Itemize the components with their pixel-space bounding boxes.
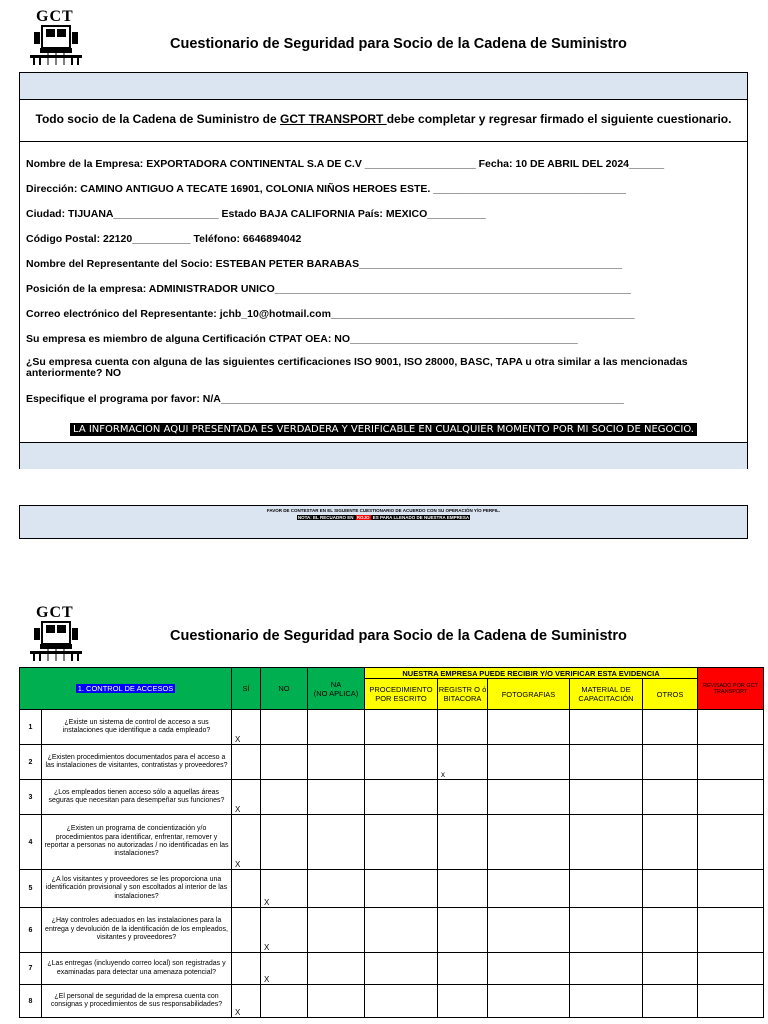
evidence-registro[interactable]: x — [438, 745, 488, 780]
evidence-fotografias[interactable] — [488, 815, 570, 870]
answer-na[interactable] — [308, 815, 365, 870]
form-top-band — [20, 73, 747, 99]
table-row: 6 ¿Hay controles adecuados en las instalaciones para la entrega y devolución de la identificación de los empleados, visitantes y proveedores? X — [20, 908, 764, 953]
revisado-cell — [698, 908, 764, 953]
gct-logo — [26, 8, 86, 66]
question-text: ¿Hay controles adecuados en las instalaciones para la entrega y devolución de la identificación de los empleados, visitantes y proveedores? — [42, 908, 232, 953]
answer-na[interactable] — [308, 953, 365, 985]
evidence-procedimiento[interactable] — [365, 908, 438, 953]
evidence-procedimiento[interactable] — [365, 870, 438, 908]
page-title: Cuestionario de Seguridad para Socio de la Cadena de Suministro — [170, 628, 627, 644]
form-bottom-band — [20, 443, 747, 469]
answer-si[interactable]: X — [232, 710, 261, 745]
field-iso-line1: ¿Su empresa cuenta con alguna de las siguientes certificaciones ISO 9001, ISO 28000, BASC, TAPA u otra similar a las mencionadas — [26, 356, 688, 368]
field-ciudad: Ciudad: TIJUANA__________________ Estado BAJA CALIFORNIA País: MEXICO__________ — [26, 208, 486, 220]
question-text: ¿Existen procedimientos documentados para el acceso a las instalaciones de visitantes, contratistas y proveedores? — [42, 745, 232, 780]
evidence-registro[interactable] — [438, 710, 488, 745]
note-line1: FAVOR DE CONTESTAR EN EL SIGUIENTE CUESTIONARIO DE ACUERDO CON SU OPERACIÓN Y/O PERFIL. — [266, 508, 501, 513]
table-row: 7 ¿Las entregas (incluyendo correo local) son registradas y examinadas para detectar una amenaza potencial? X — [20, 953, 764, 985]
field-posicion: Posición de la empresa: ADMINISTRADOR UNICO_____________________________________________________________ — [26, 283, 631, 295]
evidence-fotografias[interactable] — [488, 953, 570, 985]
evidence-registro[interactable] — [438, 870, 488, 908]
evidence-fotografias[interactable] — [488, 908, 570, 953]
question-text: ¿Los empleados tienen acceso sólo a aquellas áreas seguras que necesitan para desempeñar sus funciones? — [42, 780, 232, 815]
evidence-procedimiento[interactable] — [365, 953, 438, 985]
question-text: ¿Existe un sistema de control de acceso a sus instalaciones que identifique a cada empleado? — [42, 710, 232, 745]
evidence-fotografias[interactable] — [488, 780, 570, 815]
table-row: 3 ¿Los empleados tienen acceso sólo a aquellas áreas seguras que necesitan para desempeñar sus funciones? X — [20, 780, 764, 815]
col-material: MATERIAL DE CAPACITACIÓN — [570, 679, 643, 710]
intro-text: Todo socio de la Cadena de Suministro de GCT TRANSPORT debe completar y regresar firmado el siguiente cuestionario. — [35, 112, 732, 126]
field-iso-line2: anteriormente? NO — [26, 367, 122, 379]
evidence-material[interactable] — [570, 908, 643, 953]
evidence-header: NUESTRA EMPRESA PUEDE RECIBIR Y/O VERIFICAR ESTA EVIDENCIA — [365, 668, 698, 679]
answer-no[interactable]: X — [261, 908, 308, 953]
col-si: SÍ — [232, 668, 261, 710]
evidence-otros[interactable] — [643, 985, 698, 1018]
divider — [20, 99, 747, 100]
table-row: 1 ¿Existe un sistema de control de acceso a sus instalaciones que identifique a cada empleado? X — [20, 710, 764, 745]
field-correo: Correo electrónico del Representante: jchb_10@hotmail.com____________________________________________________ — [26, 308, 635, 320]
evidence-material[interactable] — [570, 745, 643, 780]
evidence-material[interactable] — [570, 815, 643, 870]
answer-no[interactable] — [261, 985, 308, 1018]
answer-no[interactable]: X — [261, 870, 308, 908]
answer-no[interactable]: X — [261, 953, 308, 985]
divider — [20, 141, 747, 142]
logo-text: GCT — [36, 8, 74, 25]
evidence-otros[interactable] — [643, 780, 698, 815]
evidence-fotografias[interactable] — [488, 870, 570, 908]
col-registro: REGISTR O ó BITACORA — [438, 679, 488, 710]
supplier-form — [19, 72, 748, 469]
table-row: 8 ¿El personal de seguridad de la empresa cuenta con consignas y procedimientos de sus responsabilidades? X — [20, 985, 764, 1018]
evidence-otros[interactable] — [643, 908, 698, 953]
questionnaire-table — [19, 667, 764, 1018]
evidence-material[interactable] — [570, 985, 643, 1018]
evidence-registro[interactable] — [438, 985, 488, 1018]
evidence-otros[interactable] — [643, 953, 698, 985]
evidence-material[interactable] — [570, 710, 643, 745]
field-representante: Nombre del Representante del Socio: ESTEBAN PETER BARABAS_____________________________________________ — [26, 258, 622, 270]
evidence-procedimiento[interactable] — [365, 745, 438, 780]
answer-no[interactable] — [261, 710, 308, 745]
answer-si[interactable] — [232, 908, 261, 953]
table-row: 2 ¿Existen procedimientos documentados para el acceso a las instalaciones de visitantes, contratistas y proveedores? x — [20, 745, 764, 780]
instructions-note — [19, 505, 748, 539]
answer-na[interactable] — [308, 745, 365, 780]
revisado-cell — [698, 780, 764, 815]
question-text: ¿El personal de seguridad de la empresa cuenta con consignas y procedimientos de sus responsabilidades? — [42, 985, 232, 1018]
evidence-material[interactable] — [570, 953, 643, 985]
evidence-material[interactable] — [570, 870, 643, 908]
revisado-cell — [698, 815, 764, 870]
field-programa: Especifique el programa por favor: N/A_____________________________________________________________________ — [26, 393, 624, 405]
field-postal: Código Postal: 22120__________ Teléfono: 6646894042 — [26, 233, 302, 245]
revisado-cell — [698, 710, 764, 745]
question-text: ¿A los visitantes y proveedores se les proporciona una identificación provisional y son escoltados al interior de las instalaciones? — [42, 870, 232, 908]
answer-si[interactable]: X — [232, 985, 261, 1018]
answer-si[interactable]: X — [232, 780, 261, 815]
evidence-procedimiento[interactable] — [365, 780, 438, 815]
table-row: 5 ¿A los visitantes y proveedores se les proporciona una identificación provisional y son escoltados al interior de las instalaciones? X — [20, 870, 764, 908]
company-name: GCT TRANSPORT — [280, 112, 387, 126]
evidence-fotografias[interactable] — [488, 710, 570, 745]
question-text: ¿Las entregas (incluyendo correo local) son registradas y examinadas para detectar una amenaza potencial? — [42, 953, 232, 985]
gct-logo — [26, 604, 86, 662]
logo-text: GCT — [36, 604, 74, 621]
section-header: 1. CONTROL DE ACCESOS — [20, 668, 232, 710]
evidence-registro[interactable] — [438, 780, 488, 815]
answer-si[interactable] — [232, 870, 261, 908]
col-na: NA (NO APLICA) — [308, 668, 365, 710]
answer-no[interactable] — [261, 780, 308, 815]
evidence-procedimiento[interactable] — [365, 815, 438, 870]
col-fotografias: FOTOGRAFIAS — [488, 679, 570, 710]
evidence-procedimiento[interactable] — [365, 710, 438, 745]
answer-si[interactable] — [232, 745, 261, 780]
answer-na[interactable] — [308, 870, 365, 908]
evidence-material[interactable] — [570, 780, 643, 815]
col-procedimiento: PROCEDIMIENTO POR ESCRITO — [365, 679, 438, 710]
evidence-otros[interactable] — [643, 710, 698, 745]
col-otros: OTROS — [643, 679, 698, 710]
answer-no[interactable] — [261, 745, 308, 780]
evidence-registro[interactable] — [438, 953, 488, 985]
declaration — [20, 419, 747, 437]
revisado-cell — [698, 745, 764, 780]
revisado-cell — [698, 870, 764, 908]
page-title: Cuestionario de Seguridad para Socio de la Cadena de Suministro — [170, 36, 627, 52]
revisado-cell — [698, 953, 764, 985]
question-text: ¿Existen un programa de concientización y/o procedimientos para identificar, enfrentar, remover y reportar a personas no autorizadas / no identificadas en las instalaciones? — [42, 815, 232, 870]
evidence-registro[interactable] — [438, 908, 488, 953]
field-certificacion: Su empresa es miembro de alguna Certificación CTPAT OEA: NO_______________________________________ — [26, 333, 578, 345]
answer-na[interactable] — [308, 780, 365, 815]
evidence-registro[interactable] — [438, 815, 488, 870]
declaration-text: LA INFORMACION AQUI PRESENTADA ES VERDADERA Y VERIFICABLE EN CUALQUIER MOMENTO POR MI SOCIO DE NEGOCIO. — [70, 423, 697, 436]
col-revisado: REVISADO POR GCT TRANSPORT — [698, 668, 764, 710]
evidence-fotografias[interactable] — [488, 745, 570, 780]
answer-no[interactable] — [261, 815, 308, 870]
answer-na[interactable] — [308, 908, 365, 953]
answer-si[interactable] — [232, 953, 261, 985]
answer-na[interactable] — [308, 710, 365, 745]
evidence-otros[interactable] — [643, 745, 698, 780]
note-line2: NOTA: EL RECUADRO EN ROJO ES PARA LLENADO DE NUESTRA EMPRESA — [297, 515, 470, 520]
col-no: NO — [261, 668, 308, 710]
evidence-fotografias[interactable] — [488, 985, 570, 1018]
evidence-otros[interactable] — [643, 815, 698, 870]
table-row: 4 ¿Existen un programa de concientización y/o procedimientos para identificar, enfrentar, remover y reportar a personas no autorizadas / no identificadas en las instalaciones? X — [20, 815, 764, 870]
answer-si[interactable]: X — [232, 815, 261, 870]
field-empresa: Nombre de la Empresa: EXPORTADORA CONTINENTAL S.A DE C.V ___________________ Fecha: 10 DE ABRIL DEL 2024______ — [26, 158, 665, 170]
evidence-otros[interactable] — [643, 870, 698, 908]
evidence-procedimiento[interactable] — [365, 985, 438, 1018]
answer-na[interactable] — [308, 985, 365, 1018]
revisado-cell — [698, 985, 764, 1018]
field-direccion: Dirección: CAMINO ANTIGUO A TECATE 16901, COLONIA NIÑOS HEROES ESTE. _________________________________ — [26, 183, 626, 195]
